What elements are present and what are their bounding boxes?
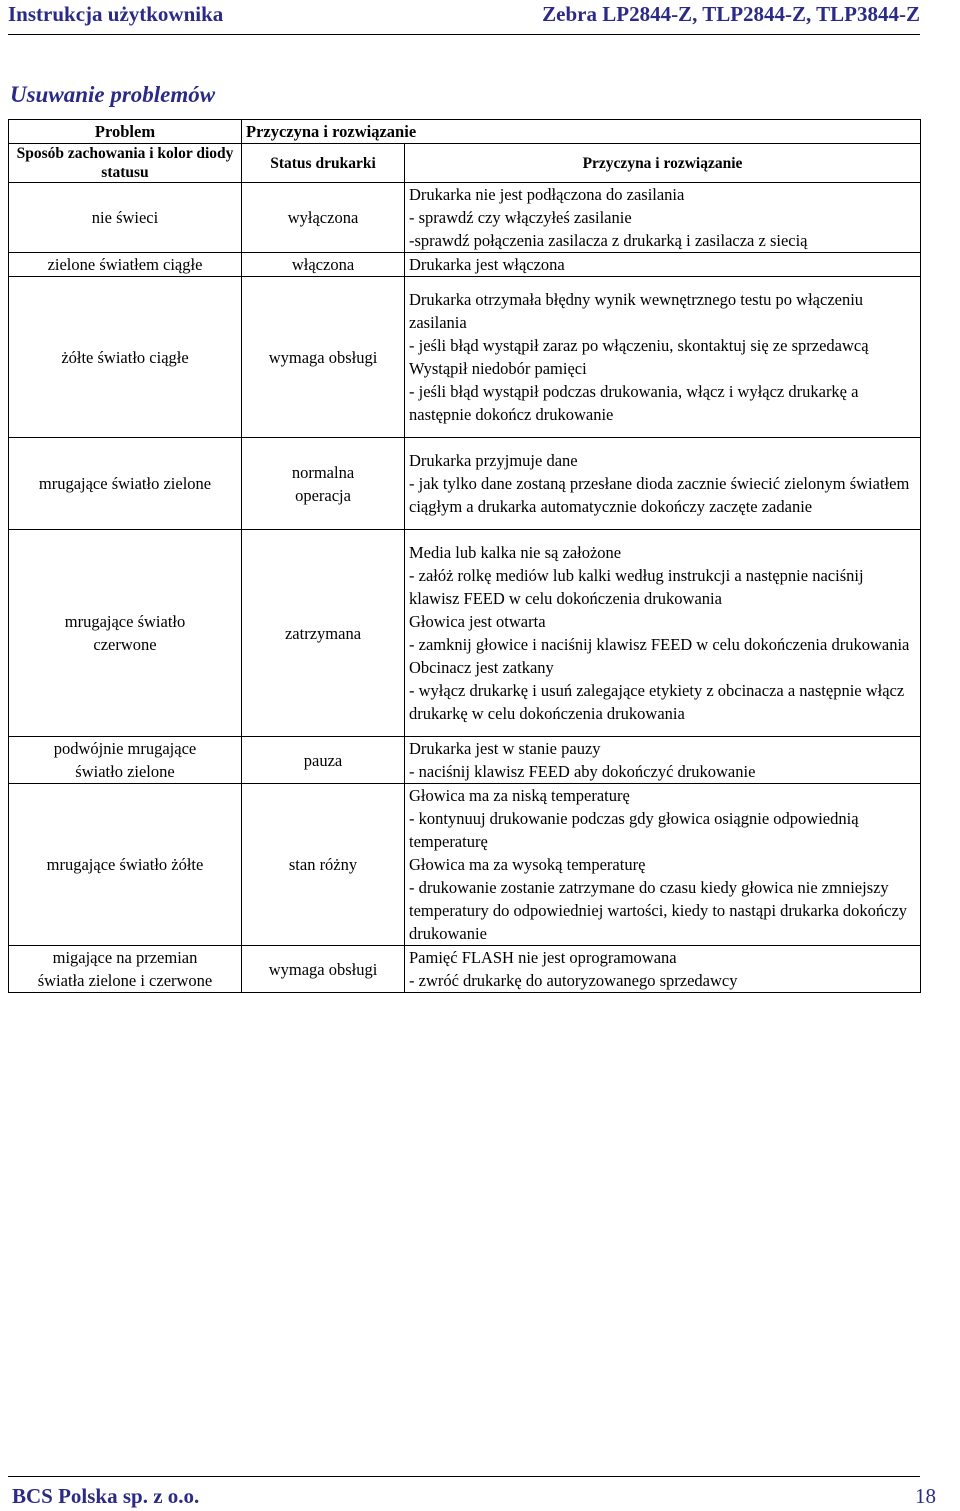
diode-text: migające na przemian [52,948,198,967]
diode-text: zielone światłem ciągłe [47,255,203,274]
diode-text: mrugające światło [64,612,186,631]
diode-cell [9,438,242,530]
table-row [9,438,921,530]
troubleshooting-table [8,119,921,993]
solution-text: Drukarka otrzymała błędny wynik wewnętrznego testu po włączeniu zasilania [409,290,864,332]
solution-text: Drukarka przyjmuje dane [409,451,578,470]
status-cell [242,253,405,277]
solution-cell [405,183,921,253]
status-text: włączona [291,255,355,274]
solution-text: Głowica ma za niską temperaturę [409,786,630,805]
diode-text: mrugające światło żółte [46,855,204,874]
status-cell [242,530,405,737]
diode-text: światła zielone i czerwone [37,971,213,990]
diode-cell [9,784,242,946]
table-row [9,737,921,784]
footer-divider [8,1476,920,1477]
diode-text: mrugające światło zielone [38,474,212,493]
header-cause: Przyczyna i rozwiązanie [242,120,921,144]
solution-text: Głowica ma za wysoką temperaturę [409,855,646,874]
page-number: 18 [915,1484,936,1508]
status-cell [242,438,405,530]
header-problem: Problem [9,120,242,144]
diode-text: żółte światło ciągłe [61,347,189,367]
status-text: pauza [303,750,343,770]
diode-cell [9,277,242,438]
header-divider [8,34,920,35]
diode-text: nie świeci [91,208,159,227]
status-cell [242,277,405,438]
table-header-row [9,120,921,144]
solution-text: - jeśli błąd wystąpił podczas drukowania, włącz i wyłącz drukarkę a następnie dokończ drukowanie [409,382,859,424]
status-cell [242,784,405,946]
document-title: Instrukcja użytkownika [8,2,224,26]
solution-cell [405,253,921,277]
status-text: operacja [295,485,351,505]
solution-text: Drukarka jest włączona [409,255,565,274]
solution-text: Media lub kalka nie są założone [409,543,622,562]
solution-text: Pamięć FLASH nie jest oprogramowana [409,948,677,967]
status-cell [242,946,405,993]
solution-text: - drukowanie zostanie zatrzymane do czasu kiedy głowica nie zmniejszy temperatury do odpowiedniej wartości, kiedy to nastąpi drukarka dokończy drukowanie [409,878,908,943]
page-header [0,0,960,32]
table-subheader-row [9,144,921,183]
status-text: wyłączona [287,208,359,227]
subheader-status: Status drukarki [242,144,405,183]
status-text: wymaga obsługi [268,959,378,979]
solution-cell [405,784,921,946]
table-row [9,183,921,253]
solution-cell [405,737,921,784]
solution-text: - zwróć drukarkę do autoryzowanego sprzedawcy [409,971,738,990]
solution-text: - zamknij głowice i naciśnij klawisz FEED w celu dokończenia drukowania [409,635,910,654]
status-text: normalna [291,462,355,482]
solution-text: Obcinacz jest zatkany [409,658,554,677]
subheader-solution: Przyczyna i rozwiązanie [405,144,921,183]
solution-text: - sprawdź czy włączyłeś zasilanie [409,208,632,227]
solution-text: Wystąpił niedobór pamięci [409,359,587,378]
diode-cell [9,737,242,784]
subheader-diode: Sposób zachowania i kolor diody statusu [9,144,242,183]
solution-text: Drukarka nie jest podłączona do zasilania [409,185,685,204]
diode-cell [9,530,242,737]
table-row [9,784,921,946]
status-cell [242,737,405,784]
company-name: BCS Polska sp. z o.o. [12,1484,200,1508]
printer-models: Zebra LP2844-Z, TLP2844-Z, TLP3844-Z [542,2,920,26]
diode-text: podwójnie mrugające [53,739,197,758]
solution-cell [405,530,921,737]
diode-cell [9,253,242,277]
table-row [9,277,921,438]
solution-text: - jak tylko dane zostaną przesłane dioda zacznie świecić zielonym światłem ciągłym a drukarka automatycznie dokończy zaczęte zadanie [409,474,910,516]
status-text: zatrzymana [284,623,362,643]
solution-cell [405,438,921,530]
status-text: stan różny [288,855,358,874]
solution-cell [405,946,921,993]
diode-cell [9,946,242,993]
table-row [9,530,921,737]
solution-text: - kontynuuj drukowanie podczas gdy głowica osiągnie odpowiednią temperaturę [409,809,859,851]
solution-text: Głowica jest otwarta [409,612,546,631]
table-row [9,253,921,277]
table-row [9,946,921,993]
solution-text: Drukarka jest w stanie pauzy [409,739,601,758]
diode-cell [9,183,242,253]
solution-text: - jeśli błąd wystąpił zaraz po włączeniu, skontaktuj się ze sprzedawcą [409,336,869,355]
status-text: wymaga obsługi [268,347,378,367]
solution-text: - wyłącz drukarkę i usuń zalegające etykiety z obcinacza a następnie włącz drukarkę w celu dokończenia drukowania [409,681,905,723]
section-title: Usuwanie problemów [10,82,216,107]
diode-text: światło zielone [75,762,175,781]
solution-cell [405,277,921,438]
status-cell [242,183,405,253]
table-body [9,183,921,993]
solution-text: -sprawdź połączenia zasilacza z drukarką i zasilacza z siecią [409,231,808,250]
solution-text: - załóż rolkę mediów lub kalki według instrukcji a następnie naciśnij klawisz FEED w celu dokończenia drukowania [409,566,864,608]
diode-text: czerwone [93,635,157,654]
solution-text: - naciśnij klawisz FEED aby dokończyć drukowanie [409,762,756,781]
